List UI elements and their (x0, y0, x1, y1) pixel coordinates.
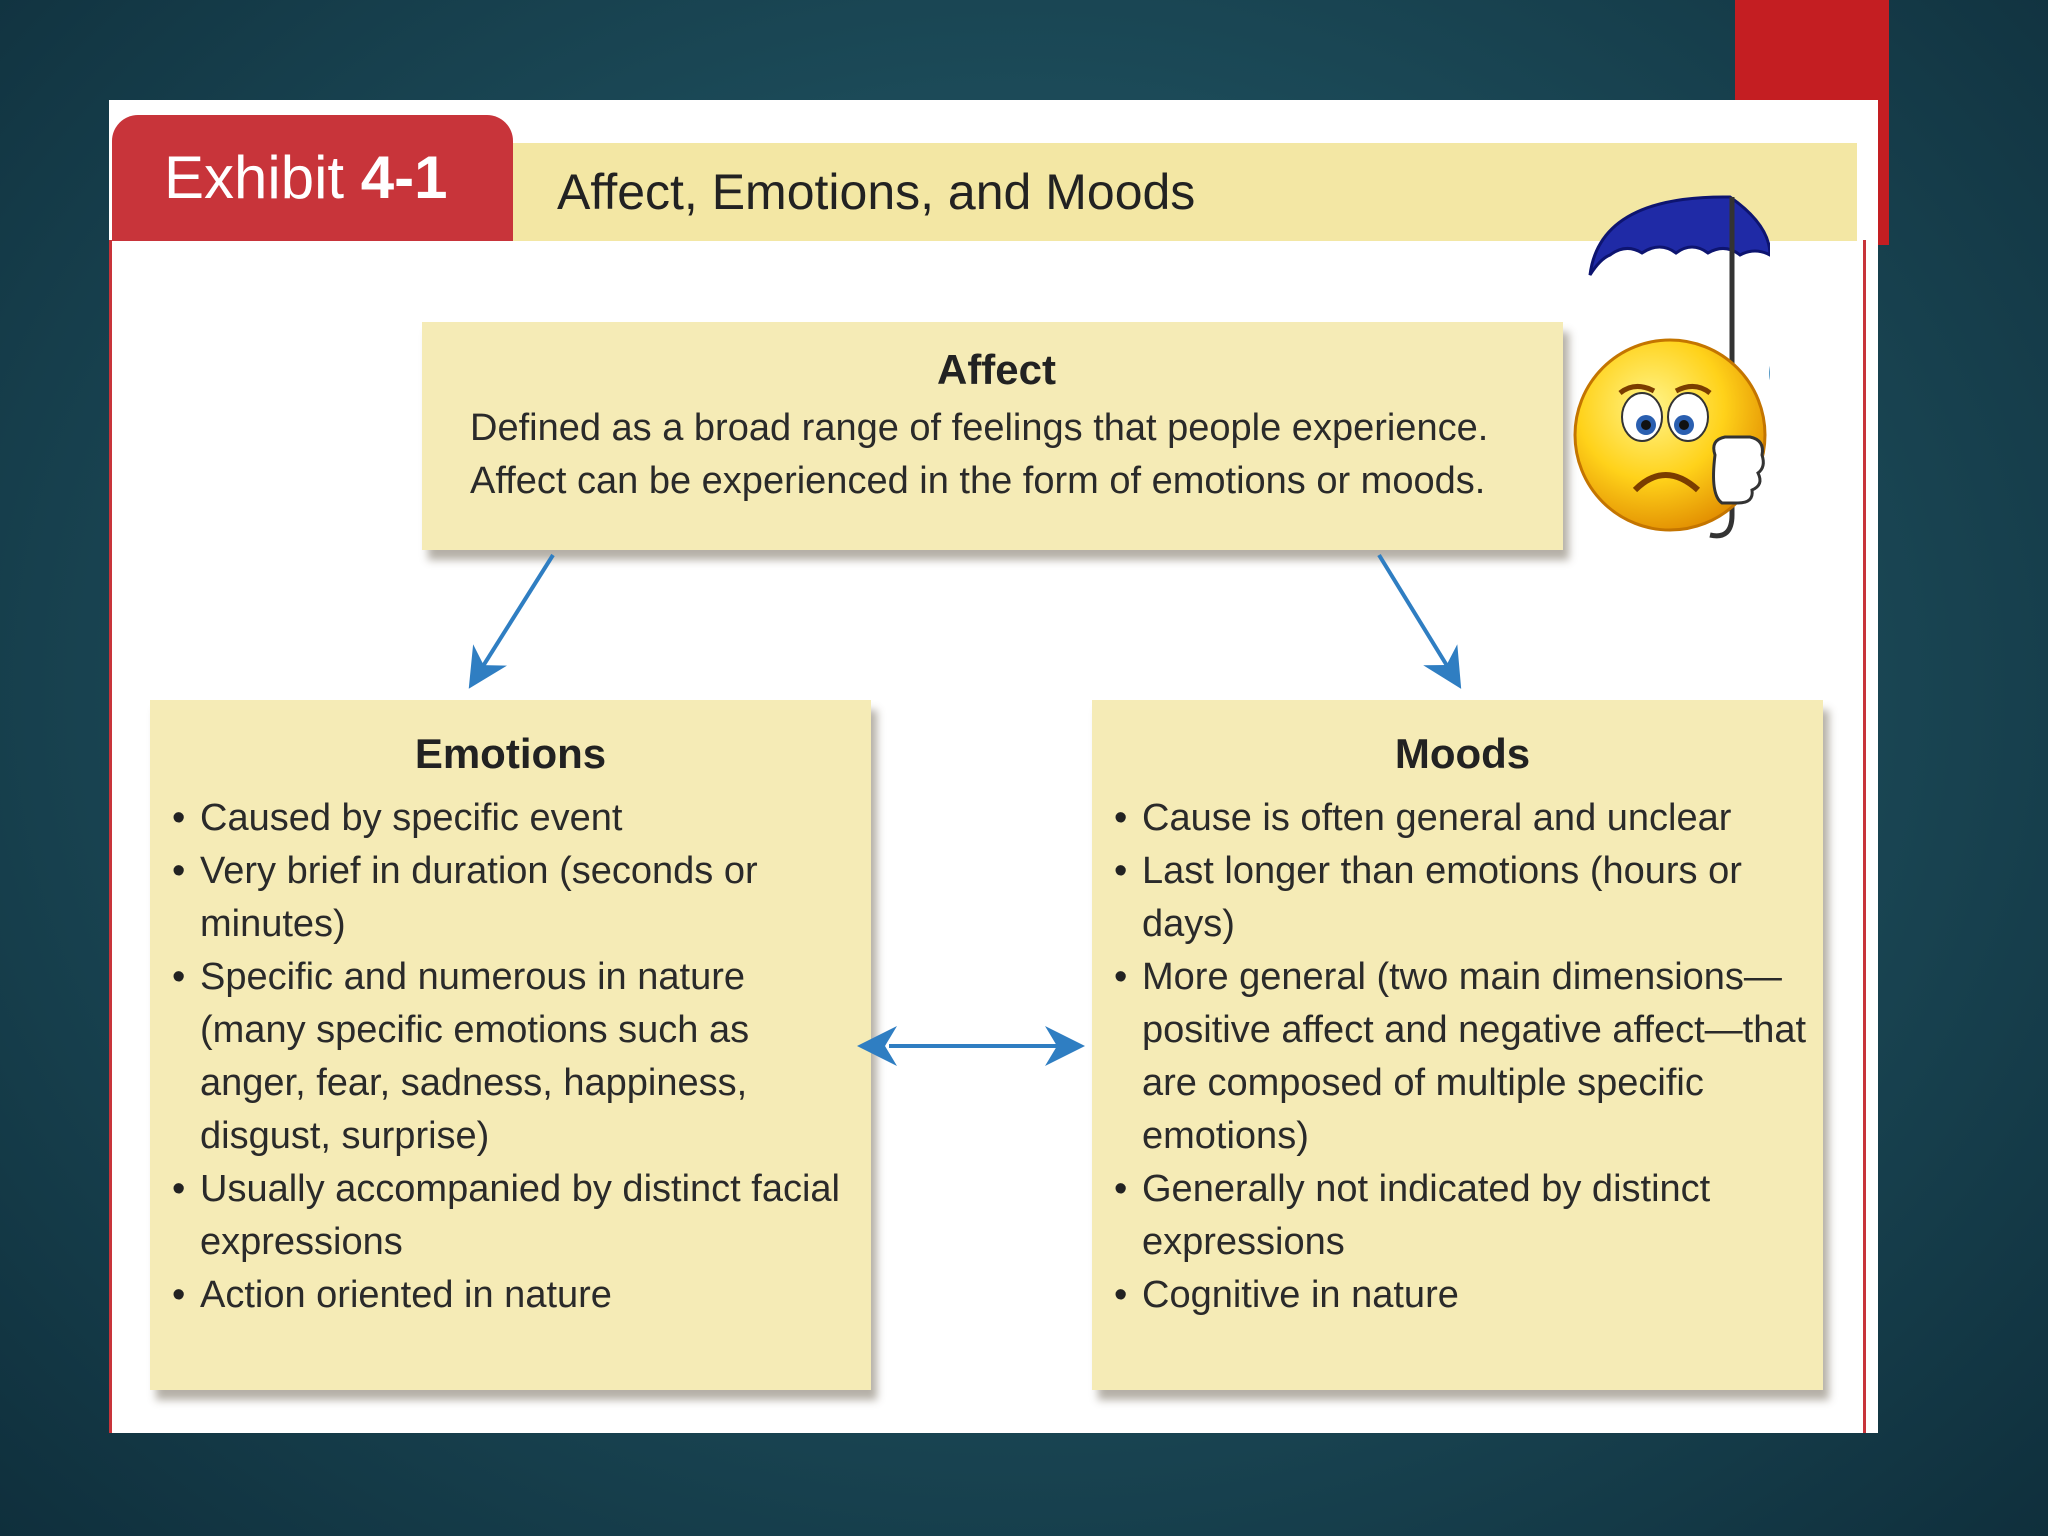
emotions-list-item: • Specific and numerous in nature (many specific emotions such as anger, fear, sadness, happiness, disgust, surprise) (170, 951, 851, 1163)
emotions-list-item: • Very brief in duration (seconds or minutes) (170, 845, 851, 951)
affect-line: Affect can be experienced in the form of emotions or moods. (470, 460, 1486, 502)
emotions-list (170, 792, 851, 1322)
affect-heading: Affect (936, 346, 1056, 393)
emotions-list-item: • Action oriented in nature (170, 1269, 851, 1322)
arrow-affect-to-emotions (473, 555, 553, 682)
emotions-box (150, 700, 871, 1390)
sad-face-umbrella-icon (1470, 155, 1770, 555)
affect-line: Defined as a broad range of feelings that people experience. (470, 407, 1489, 449)
exhibit-tab (112, 115, 513, 241)
moods-box (1092, 700, 1823, 1390)
moods-list-item: • More general (two main dimensions—positive affect and negative affect—that are composed of multiple specific emotions) (1112, 951, 1813, 1163)
moods-list-item: • Generally not indicated by distinct expressions (1112, 1163, 1813, 1269)
moods-list (1112, 792, 1813, 1322)
emotions-list-item: • Usually accompanied by distinct facial expressions (170, 1163, 851, 1269)
emotions-list-item: • Caused by specific event (170, 792, 851, 845)
exhibit-title: Affect, Emotions, and Moods (557, 164, 1196, 220)
frame-left-line (109, 240, 112, 1433)
affect-box (422, 322, 1563, 550)
moods-heading: Moods (1394, 730, 1531, 777)
exhibit-tab-label: Exhibit (164, 144, 345, 211)
moods-list-item: • Cognitive in nature (1112, 1269, 1813, 1322)
exhibit-tab-number: 4-1 (360, 144, 448, 211)
emotions-heading: Emotions (414, 730, 607, 777)
arrow-affect-to-moods (1379, 555, 1457, 682)
affect-description (470, 402, 1523, 508)
moods-list-item: • Cause is often general and unclear (1112, 792, 1813, 845)
moods-list-item: • Last longer than emotions (hours or days) (1112, 845, 1813, 951)
frame-right-line (1863, 240, 1866, 1433)
